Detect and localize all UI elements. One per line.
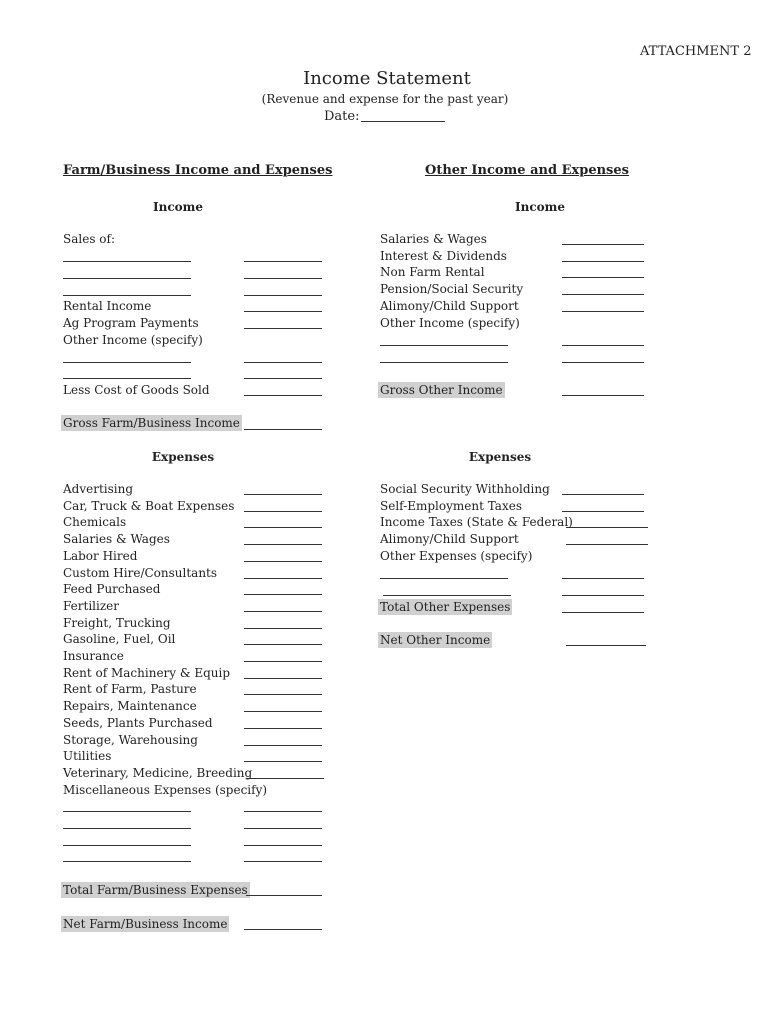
ag-program-label: Ag Program Payments <box>63 316 199 330</box>
page-subtitle: (Revenue and expense for the past year) <box>261 92 509 106</box>
other-income-field[interactable] <box>562 311 644 312</box>
farm-expense-label: Feed Purchased <box>63 582 161 597</box>
other-income-amount-field[interactable] <box>244 378 322 379</box>
farm-expense-label: Veterinary, Medicine, Breeding <box>63 765 253 780</box>
other-income-field[interactable] <box>562 294 644 295</box>
farm-expense-label: Storage, Warehousing <box>63 732 198 747</box>
farm-expense-label: Insurance <box>63 649 124 663</box>
sales-of-label: Sales of: <box>63 232 115 246</box>
other-income-item-field[interactable] <box>63 378 191 379</box>
sales-amount-field[interactable] <box>244 295 322 296</box>
rental-income-field[interactable] <box>244 311 322 312</box>
gross-other-income-label: Gross Other Income <box>380 383 503 397</box>
other-expense-label: Alimony/Child Support <box>380 532 519 547</box>
other-expense-item-field[interactable] <box>383 595 511 596</box>
farm-expense-field[interactable] <box>244 678 322 679</box>
page-title: Income Statement <box>303 68 471 89</box>
farm-expense-label: Advertising <box>63 482 134 496</box>
net-other-income-field[interactable] <box>566 645 646 646</box>
other-income-specify-amount-field[interactable] <box>562 345 644 346</box>
sales-amount-field[interactable] <box>244 278 322 279</box>
total-farm-expenses-label: Total Farm/Business Expenses <box>63 883 248 897</box>
farm-expense-field[interactable] <box>246 778 324 779</box>
other-expense-label: Social Security Withholding <box>380 482 550 496</box>
farm-expense-field[interactable] <box>244 544 322 545</box>
other-income-label: Interest & Dividends <box>380 248 507 263</box>
gross-farm-income-label: Gross Farm/Business Income <box>63 416 240 430</box>
farm-expense-label: Seeds, Plants Purchased <box>63 715 213 730</box>
farm-income-heading: Income <box>153 200 203 214</box>
farm-expense-label: Freight, Trucking <box>63 615 171 630</box>
date-label: Date: <box>324 109 360 124</box>
misc-amount-field[interactable] <box>244 861 322 862</box>
misc-amount-field[interactable] <box>244 811 322 812</box>
other-income-label: Pension/Social Security <box>380 282 524 297</box>
farm-expense-field[interactable] <box>244 511 322 512</box>
other-expense-label: Self-Employment Taxes <box>380 498 522 513</box>
other-income-amount-field[interactable] <box>244 362 322 363</box>
other-income-specify-amount-field[interactable] <box>562 362 644 363</box>
total-farm-expenses-field[interactable] <box>246 895 322 896</box>
other-income-field[interactable] <box>562 244 644 245</box>
misc-amount-field[interactable] <box>244 828 322 829</box>
farm-expense-field[interactable] <box>244 661 322 662</box>
misc-item-field[interactable] <box>63 811 191 812</box>
other-expense-amount-field[interactable] <box>562 595 644 596</box>
rental-income-label: Rental Income <box>63 299 152 313</box>
other-expenses-heading: Expenses <box>468 450 532 464</box>
less-cost-label: Less Cost of Goods Sold <box>63 383 210 397</box>
farm-expense-field[interactable] <box>244 628 322 629</box>
farm-expense-field[interactable] <box>244 527 322 528</box>
other-income-heading: Income <box>515 200 565 214</box>
farm-expense-field[interactable] <box>244 594 322 595</box>
other-income-specify-item-field[interactable] <box>380 345 508 346</box>
farm-expense-label: Utilities <box>63 749 112 764</box>
other-expense-field[interactable] <box>566 544 648 545</box>
net-other-income-label: Net Other Income <box>380 633 491 647</box>
farm-expense-label: Car, Truck & Boat Expenses <box>63 498 235 513</box>
other-income-label: Salaries & Wages <box>380 232 487 246</box>
sales-item-field[interactable] <box>63 295 191 296</box>
other-expense-label: Other Expenses (specify) <box>380 548 533 563</box>
farm-expense-field[interactable] <box>244 745 322 746</box>
farm-expense-field[interactable] <box>244 494 322 495</box>
farm-expense-label: Salaries & Wages <box>63 532 170 547</box>
total-other-expenses-field[interactable] <box>562 612 644 613</box>
date-field[interactable] <box>361 121 445 122</box>
attachment-label: ATTACHMENT 2 <box>640 44 752 59</box>
farm-expense-label: Rent of Machinery & Equip <box>63 665 231 680</box>
other-expense-item-field[interactable] <box>380 578 508 579</box>
farm-business-section-title: Farm/Business Income and Expenses <box>63 163 333 178</box>
sales-item-field[interactable] <box>63 278 191 279</box>
other-income-specify-item-field[interactable] <box>380 362 508 363</box>
farm-expense-label: Fertilizer <box>63 598 120 613</box>
farm-expense-field[interactable] <box>244 761 322 762</box>
other-income-field[interactable] <box>562 277 644 278</box>
other-income-label: Alimony/Child Support <box>380 298 519 313</box>
misc-expenses-label: Miscellaneous Expenses (specify) <box>63 783 268 797</box>
farm-expense-field[interactable] <box>244 578 322 579</box>
misc-item-field[interactable] <box>63 861 191 862</box>
other-expense-field[interactable] <box>562 511 644 512</box>
other-income-label: Other Income (specify) <box>380 315 520 330</box>
farm-expense-label: Custom Hire/Consultants <box>63 565 218 580</box>
misc-item-field[interactable] <box>63 828 191 829</box>
farm-expense-label: Repairs, Maintenance <box>63 699 197 714</box>
net-farm-income-field[interactable] <box>244 929 322 930</box>
misc-amount-field[interactable] <box>244 845 322 846</box>
total-other-expenses-label: Total Other Expenses <box>380 600 511 614</box>
net-farm-income-label: Net Farm/Business Income <box>63 917 228 931</box>
sales-amount-field[interactable] <box>244 261 322 262</box>
misc-item-field[interactable] <box>63 845 191 846</box>
other-expense-label: Income Taxes (State & Federal) <box>380 515 573 530</box>
other-expense-amount-field[interactable] <box>562 578 644 579</box>
farm-expense-label: Gasoline, Fuel, Oil <box>63 632 176 647</box>
other-expense-field[interactable] <box>566 527 648 528</box>
farm-expense-field[interactable] <box>244 561 322 562</box>
farm-expense-label: Chemicals <box>63 515 127 530</box>
other-income-item-field[interactable] <box>63 362 191 363</box>
ag-program-field[interactable] <box>244 328 322 329</box>
farm-expense-field[interactable] <box>244 611 322 612</box>
farm-expense-field[interactable] <box>244 694 322 695</box>
farm-expenses-heading: Expenses <box>151 450 215 464</box>
sales-item-field[interactable] <box>63 261 191 262</box>
less-cost-field[interactable] <box>244 395 322 396</box>
other-income-specify-label: Other Income (specify) <box>63 333 203 347</box>
gross-other-income-field[interactable] <box>562 395 644 396</box>
other-income-field[interactable] <box>562 261 644 262</box>
gross-farm-income-field[interactable] <box>244 429 322 430</box>
farm-expense-field[interactable] <box>244 711 322 712</box>
other-expense-field[interactable] <box>562 494 644 495</box>
farm-expense-label: Rent of Farm, Pasture <box>63 682 197 697</box>
other-income-label: Non Farm Rental <box>380 265 485 280</box>
farm-expense-field[interactable] <box>244 728 322 729</box>
other-section-title: Other Income and Expenses <box>425 163 629 178</box>
farm-expense-field[interactable] <box>244 644 322 645</box>
farm-expense-label: Labor Hired <box>63 548 138 563</box>
